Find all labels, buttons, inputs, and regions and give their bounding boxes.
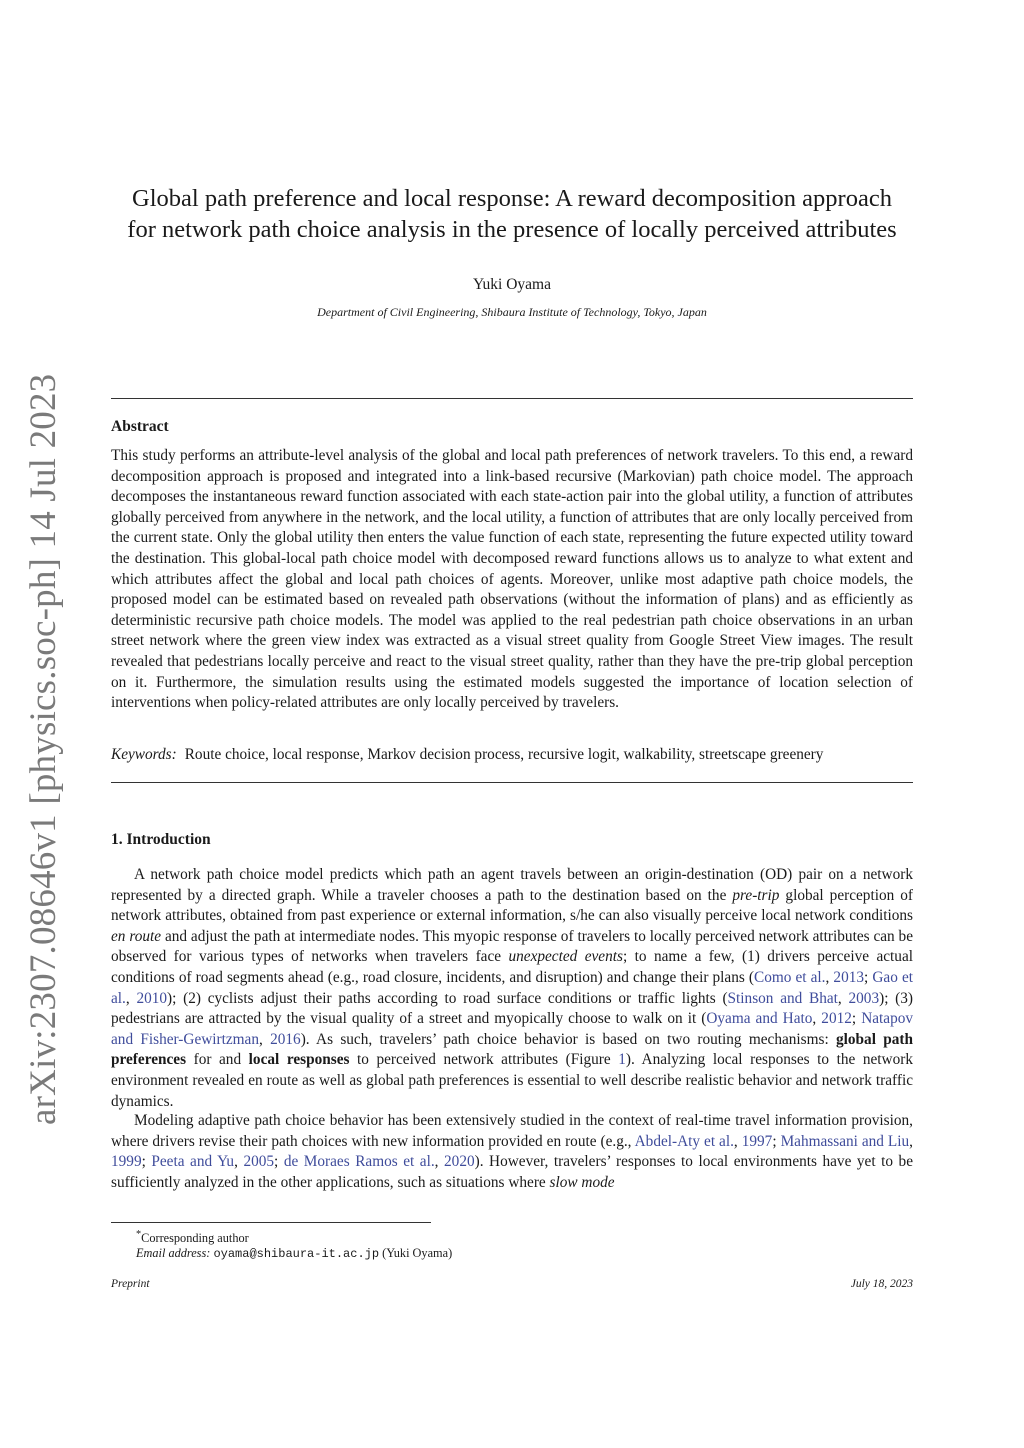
text-run: ; — [864, 968, 873, 986]
section-heading-introduction: 1. Introduction — [111, 831, 211, 848]
author-affiliation: Department of Civil Engineering, Shibaura Institute of Technology, Tokyo, Japan — [317, 305, 707, 319]
footer-date: July 18, 2023 — [850, 1278, 913, 1290]
text-run: ; — [141, 1153, 152, 1171]
text-run: , — [825, 968, 834, 986]
footer-preprint: Preprint — [111, 1278, 150, 1290]
citation-link[interactable]: Oyama and Hato — [706, 1010, 813, 1028]
abstract-top-rule — [111, 398, 913, 399]
keywords-text: Route choice, local response, Markov decision process, recursive logit, walkability, streetscape greenery — [184, 746, 824, 763]
email-owner: (Yuki Oyama) — [382, 1246, 453, 1260]
text-run: ; — [274, 1153, 284, 1171]
citation-link[interactable]: Gao et al. — [111, 968, 913, 1007]
title-line-2: for network path choice analysis in the presence of locally perceived attributes — [127, 216, 897, 243]
abstract-bottom-rule — [111, 782, 913, 783]
text-run: ); (2) cyclists adjust their paths according to road surface conditions or traffic lights ( — [167, 989, 728, 1007]
citation-link[interactable]: Mahmassani and Liu — [780, 1132, 910, 1150]
text-run: , — [259, 1030, 271, 1048]
text-run: Modeling adaptive path choice behavior has been extensively studied in the context of real-time travel information provision, where drivers revise their path choices with new information provided en route (e.g., — [111, 1112, 913, 1150]
keywords-line — [111, 746, 823, 764]
citation-link[interactable]: 2012 — [821, 1010, 852, 1028]
text-run: , — [125, 989, 137, 1007]
citation-link[interactable]: Abdel-Aty et al. — [634, 1132, 734, 1150]
text-run: for and — [186, 1051, 249, 1069]
arxiv-side-stamp: arXiv:2307.08646v1 [physics.soc-ph] 14 Jul 2023 — [23, 373, 64, 1125]
italic-term: en route — [111, 927, 162, 945]
email-address[interactable]: oyama@shibaura-it.ac.jp — [213, 1247, 380, 1261]
text-run: , — [733, 1132, 742, 1150]
abstract-heading: Abstract — [111, 418, 169, 435]
italic-term: pre-trip — [732, 886, 780, 904]
text-run: , — [234, 1153, 244, 1171]
text-run: A network path choice model predicts which path an agent travels between an origin-destination (OD) pair on a network represented by a directed graph. While a traveler chooses a path to the destination based on the — [111, 866, 913, 904]
text-run: , — [909, 1132, 913, 1150]
italic-term: slow mode — [549, 1173, 615, 1191]
keywords-label: Keywords: — [111, 746, 177, 763]
text-run: , — [837, 989, 849, 1007]
citation-link[interactable]: de Moraes Ramos et al. — [283, 1153, 435, 1171]
bold-term: local responses — [248, 1051, 350, 1069]
citation-link[interactable]: Stinson and Bhat — [727, 989, 838, 1007]
paper-title — [100, 183, 924, 245]
text-run: ). As such, travelers’ path choice behavior is based on two routing mechanisms: — [300, 1030, 836, 1048]
text-run: ; — [851, 1010, 862, 1028]
citation-link[interactable]: 1999 — [111, 1153, 142, 1171]
abstract-text: This study performs an attribute-level analysis of the global and local path preferences of network travelers. To this end, a reward decomposition approach is proposed and integrated into a link-based recursive (Markovian) path choice model. The approach decomposes the instantaneous reward function associated with each state-action pair into the global utility, a function of attributes globally perceived from anywhere in the network, and the local utility, a function of attributes that are only locally perceived from the current state. Only the global utility then enters the value function of each state, representing the future expected utility toward the destination. This global-local path choice model with decomposed reward functions allows us to analyze to what extent and which attributes affect the global and local path choices of agents. Moreover, unlike most adaptive path choice models, the proposed model can be estimated based on revealed path observations (without the information of plans) and as efficiently as deterministic recursive path choice models. The model was applied to the real pedestrian path choice observations in an urban street network where the green view index was extracted as a visual street quality from Google Street View images. The result revealed that pedestrians locally perceive and react to the visual street quality, rather than they have the pre-trip global perception on it. Furthermore, the simulation results using the estimated models suggested the importance of location selection of interventions when policy-related attributes are only locally perceived by travelers. — [111, 447, 913, 712]
text-run: ; to name a few, (1) drivers perceive actual conditions of road segments ahead (e.g., road closure, incidents, and disruption) and change their plans ( — [111, 948, 913, 986]
citation-link[interactable]: 2005 — [243, 1153, 275, 1171]
italic-term: unexpected events — [508, 948, 623, 966]
footnote-corresponding — [136, 1229, 249, 1246]
title-line-1: Global path preference and local response: A reward decomposition approach — [132, 185, 892, 212]
text-run: ); (3) pedestrians are attracted by the visual quality of a street and myopically choose to walk on it ( — [111, 989, 914, 1028]
email-label: Email address: — [136, 1246, 211, 1260]
citation-link[interactable]: 2010 — [136, 989, 168, 1007]
citation-link[interactable]: Peeta and Yu — [151, 1153, 235, 1171]
footnote-email — [136, 1246, 452, 1261]
author-name: Yuki Oyama — [473, 276, 551, 293]
citation-link[interactable]: 2020 — [444, 1153, 475, 1171]
citation-link[interactable]: 2016 — [270, 1030, 301, 1048]
text-run: ). However, travelers’ responses to local environments have yet to be sufficiently analyzed in the other applications, such as situations where — [111, 1153, 913, 1191]
footnote-text: Corresponding author — [141, 1231, 249, 1246]
citation-link[interactable]: Como et al. — [754, 968, 826, 986]
text-run: and adjust the path at intermediate nodes. This myopic response of travelers to locally perceived network attributes can be observed for various types of networks when travelers face — [111, 927, 913, 966]
text-run: to perceived network attributes (Figure — [349, 1051, 619, 1069]
text-run: ). Analyzing local responses to the network environment revealed en route as well as global path preferences is essential to well describe realistic behavior and network traffic dynamics. — [111, 1051, 913, 1110]
text-run: , — [434, 1153, 445, 1171]
footnote-mark: * — [136, 1229, 142, 1240]
text-run: ; — [772, 1132, 781, 1150]
intro-paragraph-1 — [111, 865, 913, 1112]
text-run: , — [812, 1010, 822, 1028]
citation-link[interactable]: 1997 — [741, 1132, 773, 1150]
bold-term: global path preferences — [111, 1030, 913, 1069]
intro-paragraph-2 — [111, 1111, 913, 1193]
footnote-rule — [111, 1222, 431, 1223]
citation-link[interactable]: 2003 — [848, 989, 880, 1007]
figure-link[interactable]: 1 — [618, 1051, 626, 1069]
text-run: global perception of network attributes, obtained from past experience or external information, s/he can also visually perceive local network conditions — [111, 886, 913, 925]
citation-link[interactable]: 2013 — [833, 968, 865, 986]
citation-link[interactable]: Natapov and Fisher-Gewirtzman — [111, 1010, 914, 1048]
